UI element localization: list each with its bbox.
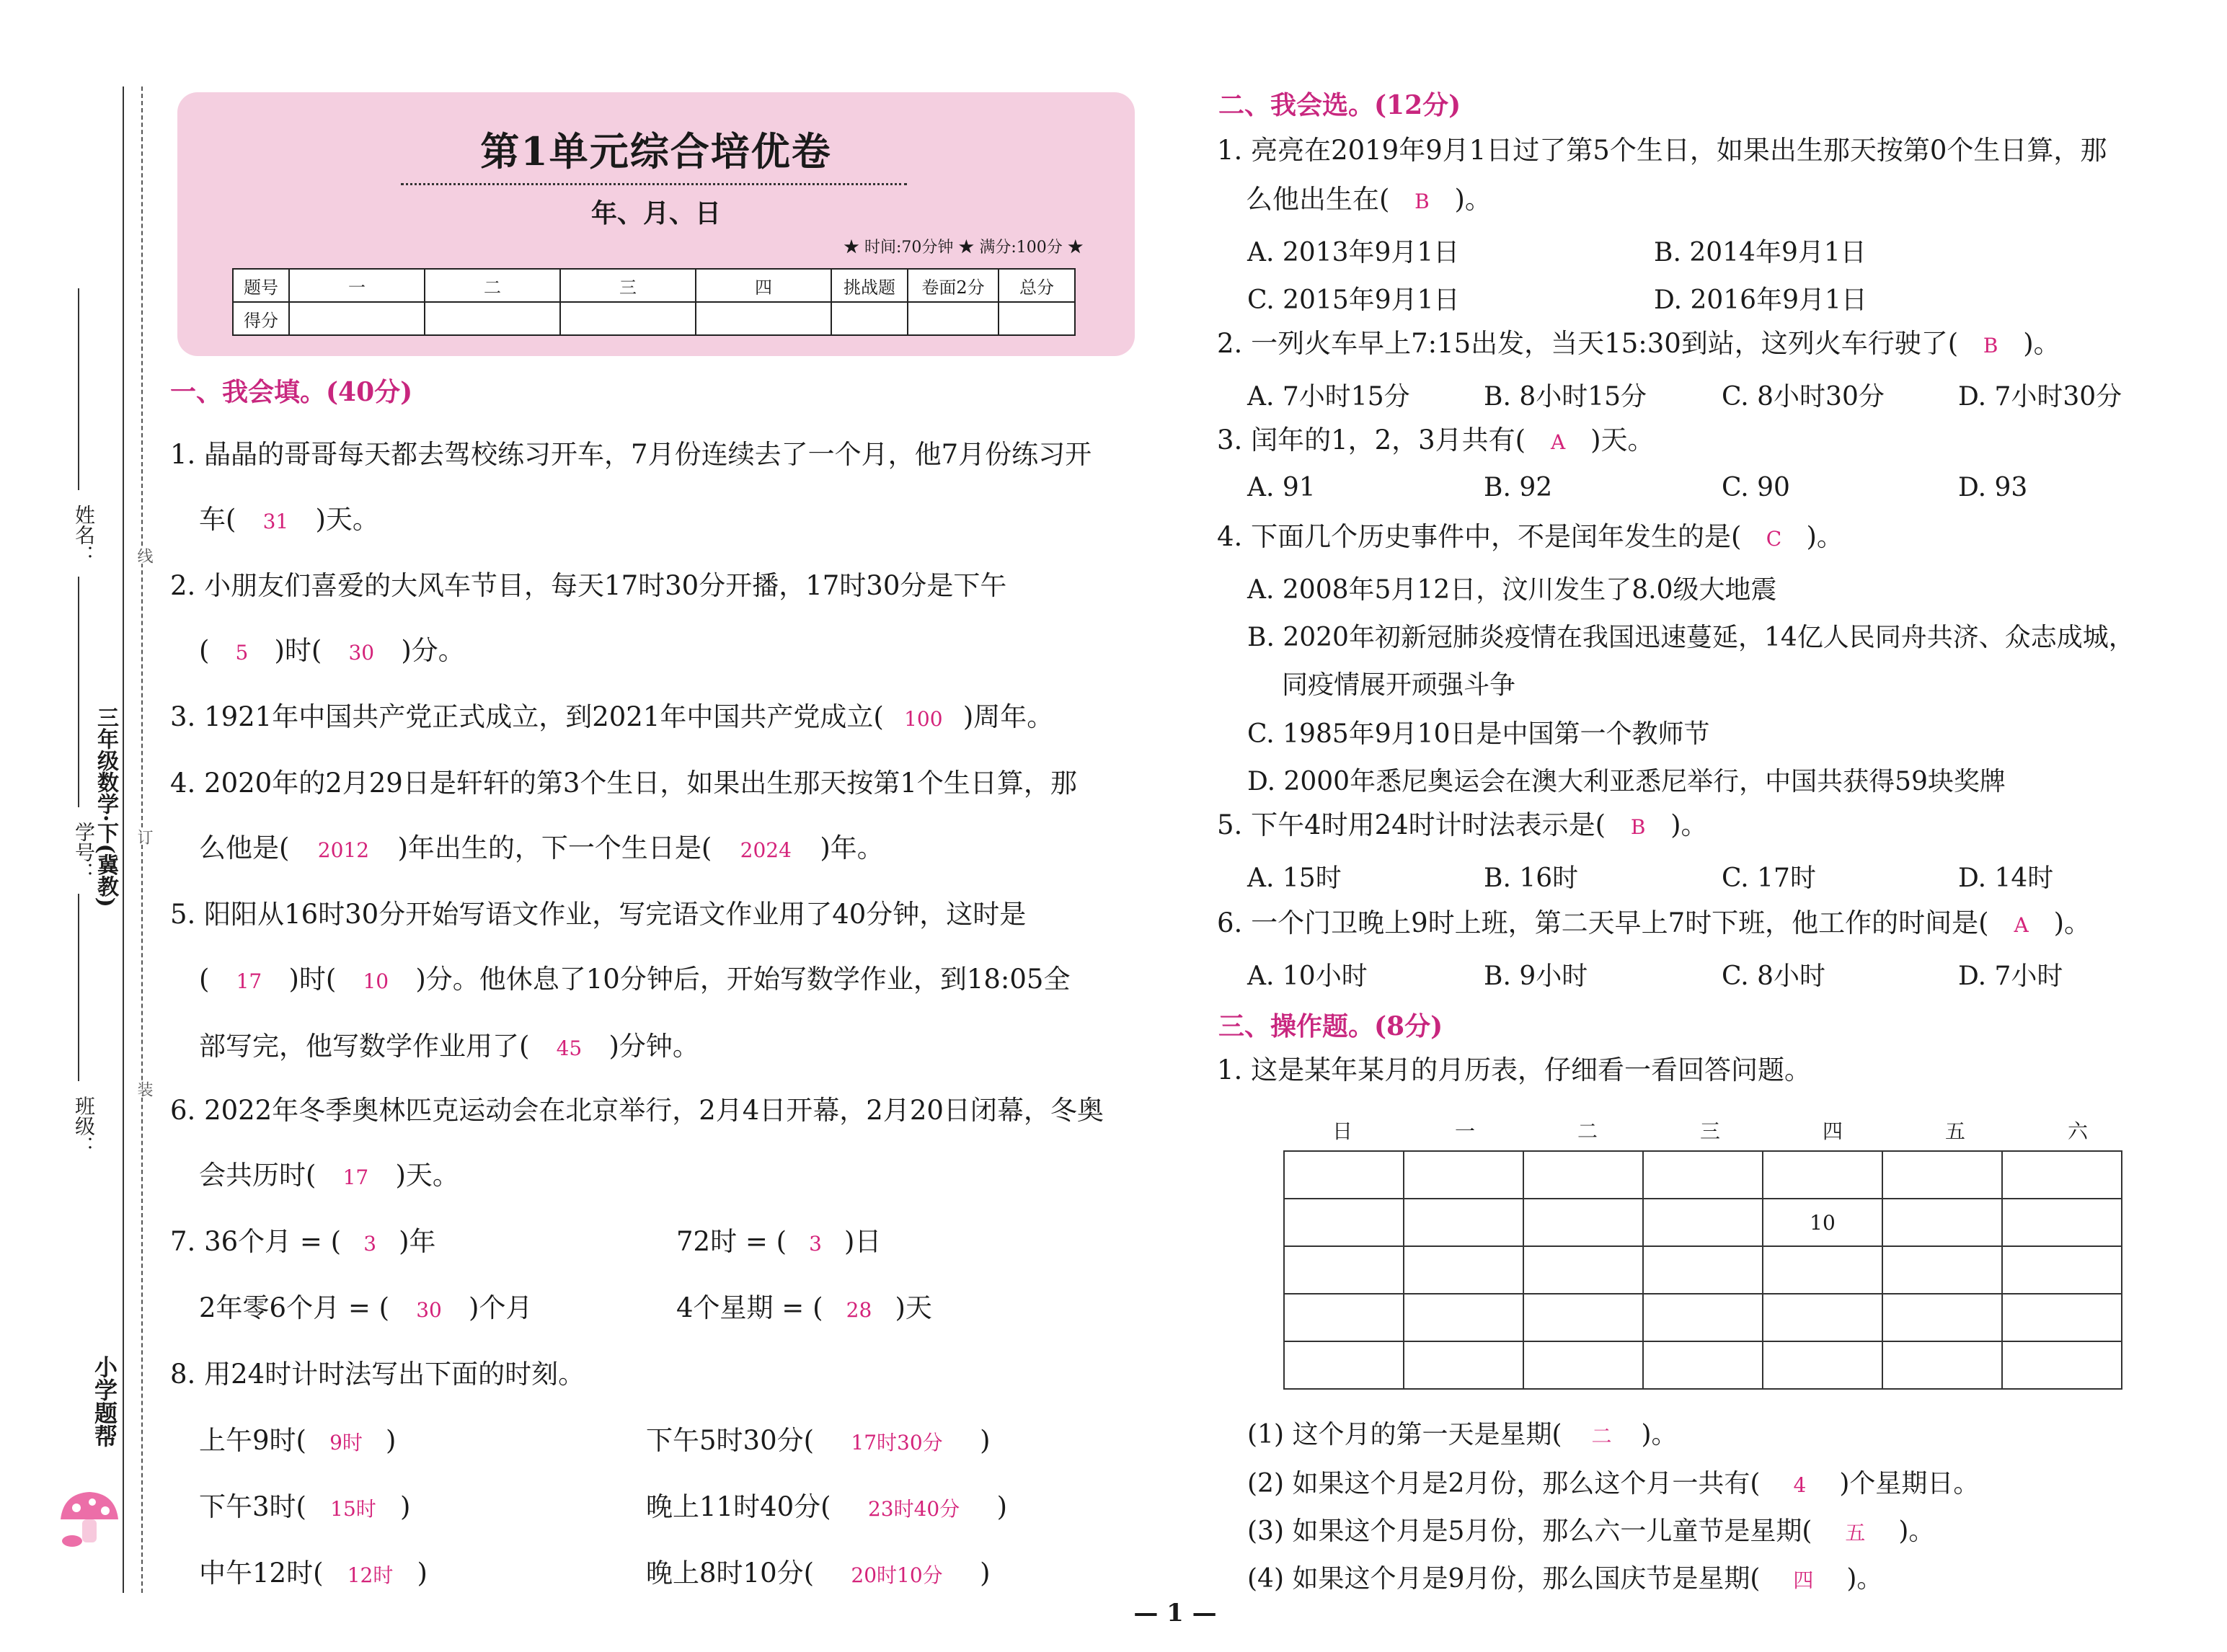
page-subtitle: 年、月、日	[590, 198, 721, 228]
option: B. 9小时	[1484, 962, 1588, 991]
calendar-cell	[1882, 1246, 2002, 1294]
calendar-cell	[1643, 1199, 1763, 1246]
question-3-1: 1. 这是某年某月的月历表，仔细看一看回答问题。	[1217, 1054, 1812, 1085]
score-header-cell: 一	[289, 269, 425, 302]
class-blank-line	[78, 894, 79, 1081]
score-header-cell: 二	[425, 269, 560, 302]
class-label: 班级：	[72, 1096, 96, 1156]
answer: 4	[1793, 1473, 1807, 1497]
sub-question	[1247, 1558, 1882, 1595]
question-text: )	[980, 1425, 991, 1456]
question-text: 部写完，他写数学作业用了(	[199, 1031, 530, 1062]
calendar-cell	[2002, 1246, 2122, 1294]
question-text: )分。他休息了10分钟后，开始写数学作业，到18:05全	[415, 964, 1071, 995]
calendar-cell	[1523, 1341, 1643, 1389]
calendar-day-header: 日	[1332, 1119, 1352, 1143]
score-cell[interactable]	[908, 302, 999, 335]
question-text: (1) 这个月的第一天是星期(	[1247, 1420, 1562, 1449]
score-cell[interactable]	[289, 302, 425, 335]
calendar-cell	[1643, 1151, 1763, 1199]
score-cell[interactable]	[831, 302, 908, 335]
answer: 四	[1793, 1568, 1814, 1592]
question-text: )天	[895, 1292, 932, 1323]
option: B. 8小时15分	[1484, 382, 1647, 412]
calendar-cell	[1523, 1246, 1643, 1294]
mushroom-logo	[56, 1485, 121, 1550]
option: A. 15时	[1247, 863, 1342, 893]
calendar-cell	[1404, 1151, 1523, 1199]
calendar-cell	[1882, 1294, 2002, 1341]
question-1-7c	[199, 1292, 532, 1327]
question-text: 3. 闰年的1，2，3月共有(	[1217, 425, 1526, 456]
answer: 17时30分	[851, 1431, 943, 1455]
question-2-3	[1217, 424, 1655, 459]
answer: 2024	[740, 838, 792, 862]
calendar-cell	[1882, 1151, 2002, 1199]
option: C. 2015年9月1日	[1247, 285, 1460, 315]
answer: 45	[556, 1036, 583, 1060]
calendar-cell	[2002, 1199, 2122, 1246]
calendar-grid	[1283, 1150, 2122, 1390]
score-cell[interactable]	[999, 302, 1075, 335]
calendar-cell	[2002, 1294, 2122, 1341]
calendar-cell	[2002, 1341, 2122, 1389]
question-2-5	[1217, 809, 1708, 844]
sub-question	[1247, 1414, 1678, 1451]
question-text: )年出生的，下一个生日是(	[397, 832, 712, 863]
question-text: (3) 如果这个月是5月份，那么六一儿童节是星期(	[1247, 1516, 1812, 1546]
question-text: )。	[1806, 521, 1843, 552]
calendar-cell	[1284, 1151, 1404, 1199]
option: A. 10小时	[1247, 962, 1368, 991]
sub-question	[1247, 1511, 1934, 1547]
option: B. 92	[1484, 473, 1553, 502]
question-text: )。	[1898, 1516, 1935, 1546]
question-text: 2. 小朋友们喜爱的大风车节目，每天17时30分开播，17时30分是下午	[170, 570, 1007, 601]
calendar-week-row	[1284, 1341, 2122, 1389]
brand-label: 小学题帮	[91, 1355, 118, 1447]
calendar-cell	[1763, 1151, 1882, 1199]
question-text: (	[199, 635, 210, 666]
section3-title: 三、操作题。(8分)	[1218, 1011, 1443, 1042]
answer: 10	[363, 969, 389, 993]
question-1-4	[170, 767, 1077, 867]
answer: B	[1983, 334, 1998, 358]
sub-question	[1247, 1463, 1979, 1500]
answer: 2012	[317, 838, 370, 862]
calendar-week-row	[1284, 1294, 2122, 1341]
answer: 3	[363, 1232, 377, 1256]
score-header-row	[233, 269, 1075, 302]
question-1-8: 8. 用24时计时法写出下面的时刻。	[170, 1359, 585, 1390]
calendar-cell	[1284, 1199, 1404, 1246]
score-header-cell: 四	[696, 269, 831, 302]
grade-label: 三年级数学·下(冀教)	[93, 706, 118, 907]
score-cell[interactable]	[560, 302, 696, 335]
question-1-1	[170, 438, 1092, 538]
answer: 3	[809, 1232, 822, 1256]
question-text: )个星期日。	[1839, 1469, 1980, 1498]
score-header-cell: 总分	[999, 269, 1075, 302]
question-text: )。	[1641, 1420, 1678, 1449]
question-text: )	[980, 1558, 991, 1589]
question-text: )。	[1670, 809, 1708, 840]
score-header-cell: 题号	[233, 269, 289, 302]
question-text: )天。	[1590, 425, 1655, 456]
section2-title: 二、我会选。(12分)	[1218, 90, 1461, 120]
question-text: )周年。	[962, 701, 1054, 732]
question-text: 4. 下面几个历史事件中，不是闰年发生的是(	[1217, 521, 1742, 552]
calendar-week-row	[1284, 1151, 2122, 1199]
question-text: 5. 下午4时用24时计时法表示是(	[1217, 809, 1606, 840]
calendar-day-header: 五	[1944, 1119, 1965, 1143]
answer: 15时	[330, 1497, 376, 1521]
answer: 5	[235, 641, 249, 665]
score-row	[233, 302, 1075, 335]
option: A. 7小时15分	[1247, 382, 1410, 412]
score-table	[232, 268, 1076, 336]
calendar-cell	[1523, 1151, 1643, 1199]
question-text: 1. 亮亮在2019年9月1日过了第5个生日，如果出生那天按第0个生日算，那	[1217, 135, 2107, 166]
question-1-3	[170, 701, 1053, 736]
question-1-8-item	[646, 1424, 991, 1460]
question-text: )。	[1846, 1564, 1883, 1594]
question-text: 晚上11时40分(	[646, 1491, 831, 1522]
question-1-7d	[676, 1292, 932, 1327]
question-text: 上午9时(	[199, 1425, 306, 1456]
question-text: )	[385, 1425, 397, 1456]
question-2-2	[1217, 327, 2060, 363]
score-header-cell: 三	[560, 269, 696, 302]
calendar-cell	[1643, 1246, 1763, 1294]
answer: 28	[846, 1298, 872, 1322]
question-1-8-item	[199, 1424, 396, 1460]
calendar-day-header: 四	[1822, 1119, 1843, 1143]
calendar-cell	[1284, 1246, 1404, 1294]
option: C. 90	[1722, 473, 1790, 502]
answer: B	[1630, 815, 1646, 839]
question-1-8-item	[646, 1557, 991, 1592]
option: C. 17时	[1722, 863, 1816, 893]
option: C. 8小时30分	[1722, 382, 1885, 412]
page-number: — 1 —	[1133, 1599, 1217, 1627]
answer: 20时10分	[851, 1563, 943, 1587]
calendar-day-header: 六	[2067, 1119, 2088, 1143]
calendar-cell	[1763, 1294, 1882, 1341]
score-cell[interactable]	[425, 302, 560, 335]
question-text: 72时 = (	[676, 1226, 787, 1257]
calendar-cell	[1284, 1294, 1404, 1341]
answer: 30	[416, 1298, 442, 1322]
option: B. 16时	[1484, 863, 1579, 893]
question-text: )。	[2053, 907, 2091, 938]
option: D. 7小时30分	[1958, 382, 2122, 412]
question-text: 1. 晶晶的哥哥每天都去驾校练习开车，7月份连续去了一个月，他7月份练习开	[170, 439, 1092, 470]
answer: 23时40分	[867, 1497, 960, 1521]
calendar-day-header: 二	[1577, 1119, 1598, 1143]
calendar-cell	[1882, 1341, 2002, 1389]
question-text: )	[417, 1558, 428, 1589]
question-2-6	[1217, 907, 2091, 942]
question-text: )。	[1454, 184, 1492, 215]
question-text: )天。	[315, 504, 379, 535]
option: D. 7小时	[1958, 962, 2063, 991]
answer: 12时	[347, 1563, 394, 1587]
question-1-6	[170, 1094, 1104, 1194]
score-row-label: 得分	[233, 302, 289, 335]
calendar-cell	[1284, 1341, 1404, 1389]
question-text: 晚上8时10分(	[646, 1558, 815, 1589]
answer: 9时	[329, 1431, 363, 1455]
calendar-cell	[1643, 1294, 1763, 1341]
calendar-week-row	[1284, 1246, 2122, 1294]
question-1-8-item	[646, 1491, 1007, 1526]
calendar-cell	[1643, 1341, 1763, 1389]
question-text: (	[199, 964, 210, 995]
name-blank-line	[78, 288, 79, 490]
page-title: 第1单元综合培优卷	[480, 128, 832, 174]
answer: A	[2014, 913, 2029, 937]
option: D. 14时	[1958, 863, 2054, 893]
option: D. 2016年9月1日	[1654, 285, 1867, 315]
option: A. 2008年5月12日，汶川发生了8.0级大地震	[1247, 575, 1777, 605]
answer: 二	[1591, 1424, 1612, 1448]
option-continued: 同疫情展开顽强斗争	[1282, 670, 1516, 700]
question-text: )日	[844, 1226, 882, 1257]
question-text: )年	[399, 1226, 436, 1257]
calendar-cell	[2002, 1151, 2122, 1199]
question-text: 2年零6个月 = (	[199, 1292, 390, 1323]
option: B. 2020年初新冠肺炎疫情在我国迅速蔓延，14亿人民同舟共济、众志成城，	[1247, 623, 2135, 652]
option: C. 1985年9月10日是中国第一个教师节	[1247, 719, 1710, 749]
binding-mark-staple: 订	[133, 829, 155, 845]
question-text: )天。	[395, 1160, 459, 1191]
answer: 30	[348, 641, 375, 665]
option: C. 8小时	[1722, 962, 1826, 991]
question-1-7a	[170, 1225, 436, 1261]
answer: A	[1551, 430, 1566, 454]
binding-mark-line: 线	[133, 548, 155, 564]
question-text: 3. 1921年中国共产党正式成立，到2021年中国共产党成立(	[170, 701, 884, 732]
question-text: )个月	[469, 1292, 533, 1323]
question-text: 么他出生在(	[1246, 184, 1390, 215]
section1-title: 一、我会填。(40分)	[170, 377, 413, 407]
question-1-8-item	[199, 1557, 428, 1592]
answer: 五	[1845, 1521, 1866, 1545]
option: B. 2014年9月1日	[1654, 238, 1867, 267]
calendar-cell	[1523, 1199, 1643, 1246]
question-text: (2) 如果这个月是2月份，那么这个月一共有(	[1247, 1469, 1761, 1498]
question-1-5	[170, 898, 1070, 1065]
option: D. 93	[1958, 473, 2028, 502]
question-text: )分钟。	[608, 1031, 699, 1062]
question-text: 中午12时(	[199, 1558, 324, 1589]
answer: B	[1414, 190, 1430, 213]
question-text: )	[996, 1491, 1008, 1522]
calendar-cell	[1882, 1199, 2002, 1246]
question-text: 2. 一列火车早上7:15出发，当天15:30到站，这列火车行驶了(	[1217, 328, 1959, 359]
score-header-cell: 卷面2分	[908, 269, 999, 302]
question-text: )	[399, 1491, 411, 1522]
id-label: 学号：	[72, 822, 96, 882]
option: A. 2013年9月1日	[1247, 238, 1460, 267]
question-text: 4个星期 = (	[676, 1292, 823, 1323]
answer: 100	[904, 707, 943, 731]
question-text: 么他是(	[199, 832, 290, 863]
question-text: )时(	[274, 635, 322, 666]
question-text: 5. 阳阳从16时30分开始写语文作业，写完语文作业用了40分钟，这时是	[170, 899, 1027, 930]
question-text: )分。	[401, 635, 465, 666]
question-text: 4. 2020年的2月29日是轩轩的第3个生日，如果出生那天按第1个生日算，那	[170, 768, 1077, 799]
exam-meta: ★ 时间:70分钟 ★ 满分:100分 ★	[844, 239, 1084, 257]
calendar-cell	[1404, 1341, 1523, 1389]
calendar-cell	[1404, 1246, 1523, 1294]
answer: C	[1766, 527, 1782, 551]
title-divider	[401, 183, 907, 185]
question-text: )年。	[820, 832, 884, 863]
answer: 17	[342, 1165, 369, 1189]
question-1-2	[170, 569, 1006, 670]
question-text: 车(	[199, 504, 236, 535]
calendar-cell	[1763, 1341, 1882, 1389]
score-cell[interactable]	[696, 302, 831, 335]
calendar-week-row	[1284, 1199, 2122, 1246]
binding-mark-bind: 装	[133, 1081, 155, 1097]
option: A. 91	[1247, 473, 1316, 502]
question-text: 下午5时30分(	[646, 1425, 815, 1456]
calendar-cell	[1523, 1294, 1643, 1341]
calendar-day-header: 三	[1699, 1119, 1720, 1143]
question-text: )时(	[288, 964, 337, 995]
question-text: (4) 如果这个月是9月份，那么国庆节是星期(	[1247, 1564, 1761, 1594]
calendar-cell	[1404, 1294, 1523, 1341]
question-1-8-item	[199, 1491, 410, 1526]
question-1-7b	[676, 1225, 881, 1261]
question-2-1	[1217, 134, 2107, 218]
answer: 31	[262, 510, 289, 533]
calendar-day-header: 一	[1454, 1119, 1475, 1143]
binding-line-solid	[123, 86, 124, 1593]
question-text: 6. 2022年冬季奥林匹克运动会在北京举行，2月4日开幕，2月20日闭幕，冬奥	[170, 1095, 1104, 1126]
calendar-cell	[1763, 1246, 1882, 1294]
question-text: 会共历时(	[199, 1160, 316, 1191]
answer: 17	[236, 969, 262, 993]
option: D. 2000年悉尼奥运会在澳大利亚悉尼举行，中国共获得59块奖牌	[1247, 767, 2006, 796]
question-text: )。	[2023, 328, 2060, 359]
question-text: 下午3时(	[199, 1491, 306, 1522]
question-text: 7. 36个月 = (	[170, 1226, 342, 1257]
score-header-cell: 挑战题	[831, 269, 908, 302]
id-blank-line	[78, 577, 79, 807]
calendar-cell-marked: 10	[1763, 1199, 1882, 1246]
question-2-4	[1217, 520, 1843, 556]
name-label: 姓名：	[72, 505, 96, 565]
calendar-cell	[1404, 1199, 1523, 1246]
question-text: 6. 一个门卫晚上9时上班，第二天早上7时下班，他工作的时间是(	[1217, 907, 1989, 938]
